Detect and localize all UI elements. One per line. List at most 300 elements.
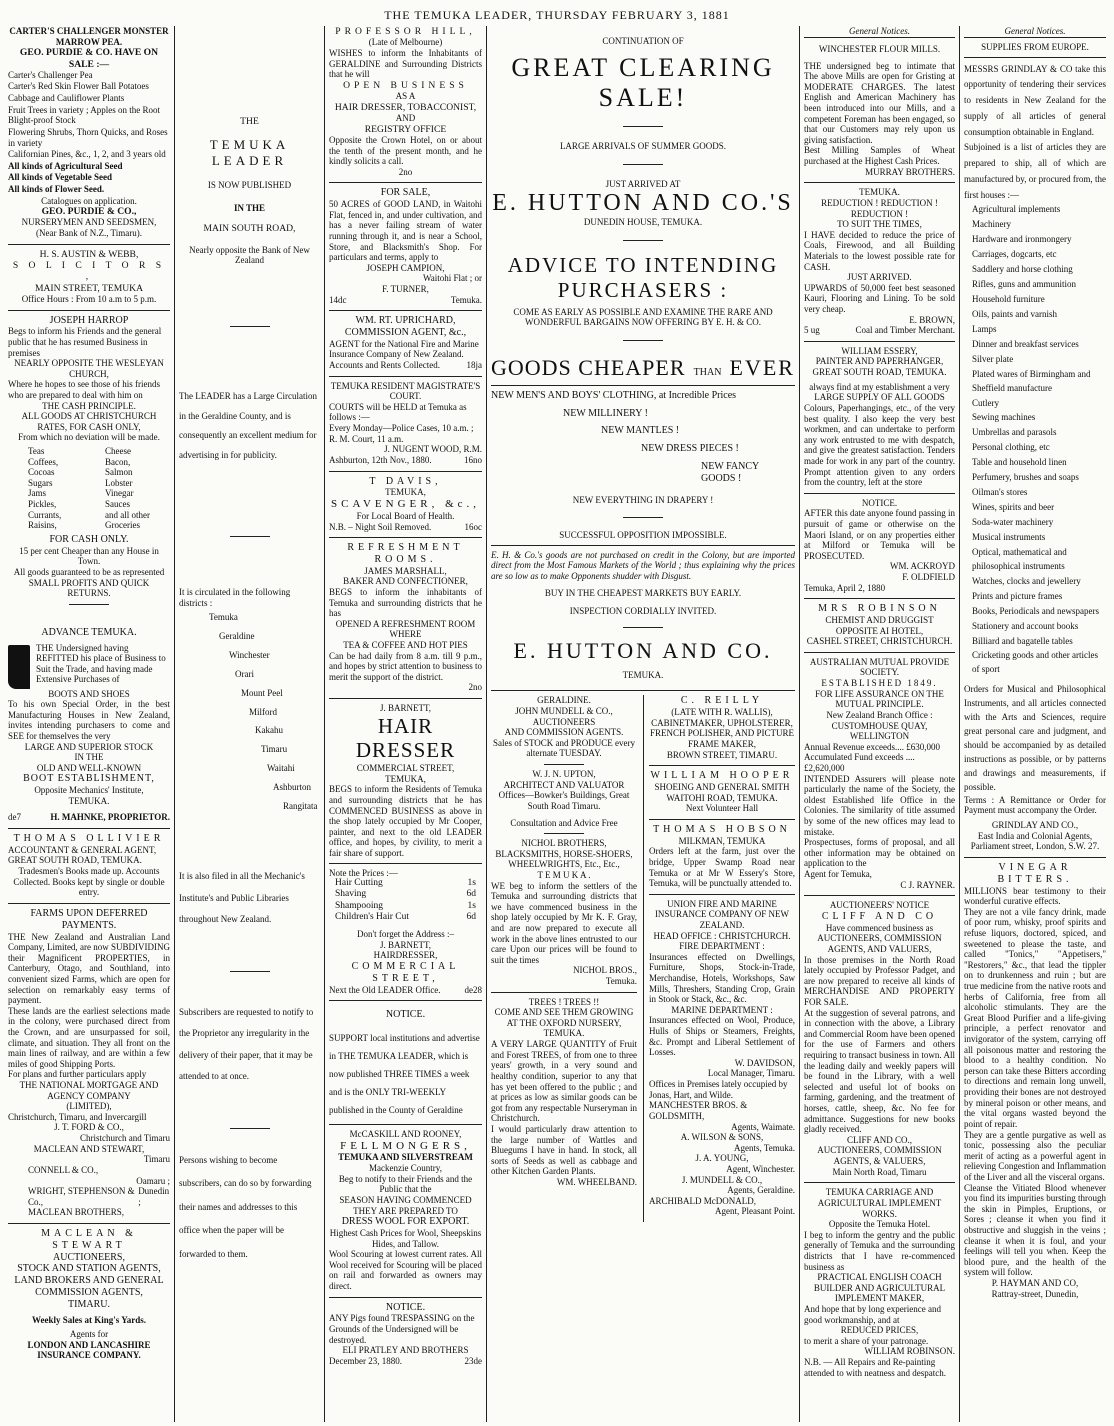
farms-maclean: MACLEAN AND STEWART, [33, 1143, 145, 1154]
hutton-buy: BUY IN THE CHEAPEST MARKETS BUY EARLY. [544, 587, 742, 598]
reilly-brown: BROWN STREET, TIMARU. [666, 749, 778, 760]
table-cell: Bacon, [105, 456, 131, 467]
barnett-temuka: TEMUKA, [385, 773, 426, 784]
list-item: Oilman's stores [972, 487, 1028, 498]
cliff-sub: AUCTIONEERS, COMMISSION AGENTS, & VALUERS, [817, 1145, 942, 1167]
carriage-merit: to merit a share of your patronage. [804, 1335, 929, 1346]
hutton-name-2: E. HUTTON AND CO. [513, 637, 773, 663]
list-item: Plated wares of Birmingham and Sheffield manufacture [972, 368, 1091, 393]
list-item: Carriages, dogcarts, etc [972, 249, 1057, 260]
davis-footer [329, 522, 482, 533]
fell-season: SEASON HAVING COMMENCED [339, 1194, 472, 1205]
leader-the: THE [240, 116, 259, 127]
list-item: Winchester [229, 649, 270, 660]
grindlay-terms: Terms : A Remittance or Order for Payment must accompany the Order. [964, 794, 1106, 816]
harrop-text: Begs to inform his Friends and the general public that he has resumed Business in premises [8, 326, 162, 358]
trees-title: TREES ! TREES !! [528, 996, 600, 1007]
farms-ltd: (LIMITED), [66, 1101, 112, 1112]
robinson-opp: OPPOSITE AI HOTEL, [835, 625, 924, 636]
nichol-ad [491, 838, 637, 987]
carriage-coach: PRACTICAL ENGLISH COACH BUILDER AND AGRICULTURAL IMPLEMENT MAKER, [813, 1272, 946, 1304]
amp-est: ESTABLISHED 1849. [821, 678, 938, 689]
hill-text: WISHES to inform the Inhabitants of GERALDINE and Surrounding Districts that he will [329, 47, 482, 80]
davis-code: 16oc [464, 521, 482, 532]
hooper-ad [649, 770, 795, 814]
carriage-title: TEMUKA CARRIAGE AND AGRICULTURAL IMPLEMENT WORKS. [817, 1187, 942, 1219]
union-young2: Agent, Winchester. [726, 1163, 795, 1174]
advance-inthe: IN THE [74, 752, 104, 763]
list-item: Orari [235, 668, 254, 679]
advance-temuka: TEMUKA. [68, 795, 110, 806]
harrop-title: JOSEPH HARROP [49, 314, 129, 326]
sale-temuka: Temuka. [450, 294, 482, 305]
vinegar-text2: They are not a vile fancy drink, made of poor rum, whisky, proof spirits and refuse liquors, doctored, spiced, and sweetened to please the taste, and called "Tonics," "Appetisers," "Restorers," &c., that lead the tippler on to drunkenness and ruin ; but are true medicine from the native roots and herbs of California, free from all alcoholic stimulants. They are the Great Blood Purifier and a life-giving principle, a perfect renovator and invigorator of the system, carrying off all poisonous matter and restoring the blood to a healthy condition. No person can take these Bitters according to directions and remain long unwell, providing their bones are not destroyed by mineral poison or other means, and the vital organs wasted beyond the point of repair. [964, 906, 1106, 1129]
court-ashburton: Ashburton, 12th Nov., 1880. [329, 454, 432, 465]
grindlay-title: SUPPLIES FROM EUROPE. [981, 42, 1089, 52]
list-item: NEW DRESS PIECES ! [641, 443, 739, 455]
carriage-reduced: REDUCED PRICES, [840, 1325, 919, 1336]
ref-opened: OPENED A REFRESHMENT ROOM [335, 618, 476, 629]
column-1 [4, 26, 175, 1422]
table-cell: Hair Cutting [335, 878, 383, 889]
winch-sig: MURRAY BROTHERS. [865, 166, 955, 177]
advance-signature: H. MAHNKE, PROPRIETOR. [50, 812, 170, 823]
leader-circulated: It is circulated in the following districts : [179, 586, 291, 608]
table-cell: Pickles, [28, 499, 57, 510]
reduction-ad [804, 187, 955, 336]
notice-sig2: F. OLDFIELD [902, 572, 955, 583]
list-item: Carter's Red Skin Flower Ball Potatoes [8, 81, 149, 92]
list-item: Saddlery and horse clothing [972, 264, 1073, 275]
hooper-next: Next Volunteer Hall [685, 803, 759, 814]
farms-oamaru: Oamaru ; [136, 1175, 170, 1186]
leader-subs-text: Subscribers are requested to notify to the Proprietor any irregularity in the delivery of their paper, that it may be attended to at once. [179, 1006, 314, 1082]
ref-where: WHERE [389, 629, 422, 640]
fell-text: Beg to notify to their Friends and the Public that the [338, 1173, 473, 1195]
purdie-signature-line: (Near Bank of N.Z., Timaru). [36, 228, 142, 239]
leader-filed-text: It is also filed in all the Mechanic's Institute's and Public Libraries throughout New Zealand. [179, 870, 305, 925]
ms-timaru: TIMARU. [68, 1298, 110, 1310]
pigs-footer [329, 1356, 482, 1367]
barnett-street: COMMERCIAL STREET, [356, 763, 455, 774]
reilly-ad [649, 695, 795, 760]
table-cell: Coffees, [28, 456, 59, 467]
ms-agents: Agents for [69, 1329, 109, 1340]
court-title: TEMUKA RESIDENT MAGISTRATE'S COURT. [330, 380, 481, 402]
list-item: Prints and picture frames [972, 590, 1063, 601]
table-cell: and all other [105, 509, 150, 520]
purdie-signature-line: NURSERYMEN AND SEEDSMEN, [21, 217, 157, 228]
upr-code: 18ja [466, 360, 482, 371]
list-item: Carter's Challenger Pea [8, 69, 93, 80]
hutton-continuation: CONTINUATION OF [602, 36, 684, 46]
union-marine-text: Insurances effected on Wool, Produce, Hulls of Ships or Steamers, Freights, &c. Prompt and Liberal Settlement of Losses. [649, 1015, 795, 1058]
ref-tea: TEA & COFFEE AND HOT PIES [343, 639, 468, 650]
barnett-name: J. BARNETT, [379, 703, 432, 714]
hutton-temuka: TEMUKA. [622, 669, 664, 680]
pigs-date: December 23, 1880. [329, 1355, 402, 1366]
union-manch: MANCHESTER BROS. & GOLDSMITH, [649, 1100, 748, 1121]
hutton-dunedin: DUNEDIN HOUSE, TEMUKA. [583, 217, 703, 228]
list-item: Dinner and breakfast services [972, 338, 1079, 349]
vinegar-text4: Cleanse the Vitiated Blood whenever you find its impurities bursting through the skin in Pimples, Eruptions, or Sores ; cleanse it when you find it obstructive and sluggish in the veins ; cleanse it when it is foul, and your feelings will tell you when. Keep the blood pure, and the health of the system will follow. [964, 1182, 1106, 1278]
court-every: Every Monday—Police Cases, 10 a.m. ; R. M. Court, 11 a.m. [329, 423, 474, 444]
table-row [329, 878, 482, 889]
essery-addr: GREAT SOUTH ROAD, TEMUKA. [812, 367, 947, 378]
amp-mutual: MUTUAL PRINCIPLE. [835, 699, 924, 710]
cliff-text: Have commenced business as AUCTIONEERS, COMMISSION AGENTS, AND VALUERS, [817, 922, 942, 954]
mundell-title: JOHN MUNDELL & CO., [515, 706, 613, 717]
fellmongers-ad [329, 1129, 482, 1292]
table-cell: Shaving [335, 889, 367, 900]
ollivier-sub: ACCOUNTANT & GENERAL AGENT, [8, 844, 157, 855]
davis-nb: N.B. – Night Soil Removed. [329, 521, 432, 532]
trees-text2: I would particularly draw attention to the large number of Wattles and Bluegums I have in hand. In stock, all sorts of Seeds as well as cabbage and other Kitchen Garden Plants. [491, 1123, 637, 1177]
union-wilson: A. WILSON & SONS, [680, 1132, 764, 1143]
column-5 [800, 26, 960, 1422]
mundell-sales: Sales of STOCK and PRODUCE every alternate TUESDAY. [492, 737, 636, 759]
harrop-cash: THE CASH PRINCIPLE. [42, 400, 136, 411]
list-item: NEW MEN'S AND BOYS' CLOTHING, at Incredible Prices [491, 389, 737, 401]
table-cell: 1s [467, 900, 476, 911]
hutton-cheaper: GOODS CHEAPER [491, 354, 686, 380]
mundell-auct: AUCTIONEERS [532, 716, 596, 727]
list-item: Ashburton [273, 782, 311, 793]
farms-text: These lands are the earliest selections made in the colony, were purchased direct from the Crown, and are unsurpassed for soil, climate, and situation. They all front on the main lines of railway, and are within a few miles of good Shipping Ports. [8, 1005, 170, 1069]
court-text: COURTS will be HELD at Temuka as follows :— [329, 401, 467, 423]
red-just: JUST ARRIVED. [847, 272, 912, 283]
pigs-code: 23de [464, 1355, 482, 1366]
upr-accounts: Accounts and Rents Collected. [329, 360, 440, 371]
trees-text: A VERY LARGE QUANTITY of Fruit and Forest TREES, of from one to three years' growth, in a very sound and healthy condition, superior to any that has yet been offered to the public ; and at prices as low as similar goods can be got from any respectable Nurseryman in Christchurch. [491, 1039, 637, 1124]
notice-title: NOTICE. [861, 497, 898, 508]
list-item: Cabbage and Cauliflower Plants [8, 93, 125, 104]
hobson-milk: MILKMAN, TEMUKA [678, 835, 766, 846]
cliff-sig: CLIFF AND CO., [846, 1134, 912, 1145]
harrop-goods-table [8, 443, 170, 534]
advance-large: LARGE AND SUPERIOR STOCK [24, 741, 154, 752]
hutton-just: JUST ARRIVED AT [605, 178, 681, 189]
cliff-auct: AUCTIONEERS' NOTICE [829, 900, 930, 911]
essery-title: WILLIAM ESSERY, [841, 345, 918, 356]
essery-always: always find at my establishment a very [809, 381, 950, 392]
red-code: 5 ug [804, 325, 820, 336]
column-2 [175, 26, 325, 1422]
list-item: NEW MILLINERY ! [563, 407, 648, 419]
pigs-signature: ELI PRATLEY AND BROTHERS [342, 1345, 469, 1356]
notice-text: SUPPORT local institutions and advertise in THE TEMUKA LEADER, which is now published THREE TIMES a week and is the ONLY TRI-WEEKLY published in the County of Geraldine [329, 1032, 480, 1115]
leader-title: TEMUKA LEADER [209, 137, 290, 168]
red-footer [804, 325, 955, 336]
essery-large: LARGE SUPPLY OF ALL GOODS [814, 392, 945, 403]
red-title: REDUCTION ! REDUCTION ! REDUCTION ! [821, 197, 938, 219]
carter-title: CARTER'S CHALLENGER MONSTER MARROW PEA. [9, 26, 169, 47]
hobson-orders: Orders left at the farm, just over the bridge, Upper Swamp Road near Temuka or at Mr W Essery's Store, Temuka, will be punctually attended to. [649, 846, 795, 889]
list-item: Geraldine [219, 631, 255, 642]
sale-text: 50 ACRES of GOOD LAND, in Waitohi Flat, fenced in, and under cultivation, and has a never failing stream of water running through it, and is near a School, Store, and Blacksmith's Shop. For particulars and terms, apply to [329, 199, 482, 263]
ms-stock: STOCK AND STATION AGENTS, [17, 1263, 161, 1275]
reilly-frame: FRAME MAKER, [687, 739, 756, 750]
carriage-text2: And hope that by long experience and good workmanship, and at [804, 1304, 941, 1325]
hutton-opposition: SUCCESSFUL OPPOSITION IMPOSSIBLE. [559, 530, 727, 541]
list-item: Machinery [972, 219, 1011, 230]
hill-and: AND [395, 112, 416, 123]
amp-text2: Prospectuses, forms of proposal, and all other information may be obtained on application to the [804, 837, 955, 869]
nichol-sig: NICHOL BROS., [573, 965, 637, 976]
winch-title: WINCHESTER FLOUR MILLS. [818, 44, 941, 54]
advance-text2: To his own Special Order, in the best Manufacturing Houses in New Zealand, invites intending purchasers to come and SEE for themselves the very [8, 699, 170, 741]
table-cell: Currants, [28, 509, 62, 520]
notice-date: Temuka, April 2, 1880 [804, 582, 886, 593]
carriage-text: I beg to inform the gentry and the public generally of Temuka and the surrounding districts that I have re-commenced business as [804, 1229, 955, 1272]
table-cell: Cheese [105, 446, 132, 457]
grindlay-text: MESSRS GRINDLAY & CO take this opportunity of tendering their services to residents in New Zealand for the supply of all articles of general consumption obtainable in England. [964, 63, 1106, 137]
table-row [329, 912, 482, 923]
support-notice [329, 1009, 482, 1119]
court-signature: J. NUGENT WOOD, R.M. [384, 444, 482, 455]
table-cell: Shampooing [335, 900, 384, 911]
list-item: Timaru [261, 744, 288, 755]
list-item: Hardware and ironmongery [972, 234, 1072, 245]
amp-text: INTENDED Assurers will please note particularly the name of the Society, the oldest Established life Office in the Colonies. The similarity of title assumed by some of the new offices may lead to mistake. [804, 773, 955, 837]
leader-road: MAIN SOUTH ROAD, [203, 223, 296, 235]
upton-title: W. J. N. UPTON, [532, 769, 596, 780]
farms-title: FARMS UPON DEFERRED PAYMENTS. [30, 907, 148, 931]
ms-land: LAND BROKERS AND GENERAL [14, 1275, 164, 1287]
list-item: Umbrellas and parasols [972, 427, 1057, 438]
carriage-sig: WILLIAM ROBINSON. [864, 1346, 955, 1357]
table-row [329, 889, 482, 900]
barnett-code: de28 [464, 984, 482, 995]
union-marine: MARINE DEPARTMENT : [671, 1004, 773, 1015]
nichol-black: BLACKSMITHS, HORSE-SHOERS, WHEELWRIGHTS, Etc., Etc., [495, 848, 633, 870]
list-item: Lamps [972, 323, 997, 334]
list-item: Kakahu [255, 725, 283, 736]
hill-code: 2no [398, 166, 413, 177]
ms-weekly: Weekly Sales at King's Yards. [32, 1314, 146, 1325]
hobson-ad [649, 824, 795, 889]
column-4 [487, 26, 800, 1422]
robinson-street: CASHEL STREET, CHRISTCHURCH. [806, 636, 953, 647]
list-item: Flowering Shrubs, Thorn Quicks, and Roses in variety [8, 126, 168, 148]
fell-sub: FELLMONGERS, [340, 1139, 471, 1152]
sale-title: FOR SALE, [380, 187, 431, 199]
list-item: Temuka [209, 612, 238, 623]
upr-footer [329, 360, 482, 371]
nichol-text: WE beg to inform the settlers of the Temuka and surrounding districts that we have commenced business in the shop lately occupied by Mr K. F. Gray, and are now prepared to execute all work in the above lines entrusted to our care Upon our prices will be found to suit the times [491, 880, 637, 965]
vinegar-ad [964, 862, 1106, 1299]
ms-auctioneers: AUCTIONEERS, [53, 1251, 125, 1263]
carriage-nb: N.B. — All Repairs and Re-painting attended to with neatness and despatch. [804, 1357, 946, 1378]
list-item: All kinds of Vegetable Seed [8, 172, 113, 183]
vinegar-text3: They are a gentle purgative as well as tonic, possessing also the peculiar merit of acting as a powerful agent in relieving Congestion and Inflammation of the Liver and all the visceral organs. [964, 1129, 1106, 1182]
hill-registry: REGISTRY OFFICE [364, 123, 447, 135]
list-item: Rifles, guns and ammunition [972, 279, 1076, 290]
hutton-ad [491, 36, 795, 680]
farms-wright: WRIGHT, STEPHENSON & Co., [28, 1186, 135, 1207]
harrop-opposite: NEARLY OPPOSITE THE WESLEYAN CHURCH, [14, 358, 164, 379]
list-item: All kinds of Flower Seed. [8, 183, 105, 194]
amp-agent: Agent for Temuka, [804, 869, 872, 880]
list-item: Oils, paints and varnish [972, 308, 1057, 319]
grindlay-sig: GRINDLAY AND CO., [991, 820, 1079, 831]
hutton-new-goods [491, 390, 795, 485]
purdie-items [8, 70, 170, 195]
list-item: Sewing machines [972, 412, 1036, 423]
table-cell: Sugars [28, 477, 53, 488]
nichol-temuka: T E M U K A . [537, 869, 591, 880]
hobson-title: THOMAS HOBSON [653, 823, 791, 835]
ref-code: 2no [468, 682, 482, 693]
vinegar-sig: P. HAYMAN AND CO, [991, 1278, 1079, 1289]
notice-text: AFTER this date anyone found passing in pursuit of game or otherwise on the Maori Island, or on any properties either at Milford or Temuka will be PROSECUTED. [804, 508, 955, 561]
column-4-subcolumns [491, 695, 795, 1222]
court-footer [329, 455, 482, 466]
harrop-cheaper: 15 per cent Cheaper than any House in Town. [19, 545, 159, 567]
leader-filed [179, 866, 320, 931]
hutton-advice: ADVICE TO INTENDING [507, 253, 779, 278]
barnett-footer [329, 985, 482, 996]
union-mcdonald2: Agent, Pleasant Point. [715, 1206, 795, 1217]
grindlay-items [964, 203, 1106, 677]
game-notice [804, 498, 955, 593]
fell-text3: Wool Scouring at lowest current rates. All Wool received for Scouring will be placed on rail and forwarded as owners may direct. [329, 1249, 482, 1291]
farms-places: Christchurch, Timaru, and Invercargill [8, 1111, 147, 1122]
table-cell: Cocoas [28, 467, 55, 478]
upton-offices: Offices—Bowker's Buildings, Great South Road Timaru. [498, 790, 630, 811]
cliff-text2: In those premises in the North Road lately occupied by Professor Padget, and are now prepared to receive all kinds of MERCHANDISE AND PROPERTY FOR SALE. [804, 954, 955, 1007]
austin-street: MAIN STREET, TEMUKA [34, 282, 144, 294]
pigs-text: ANY Pigs found TRESPASSING on the Grounds of the Undersigned will be destroyed. [329, 1313, 475, 1345]
barnett-price-list [329, 878, 482, 923]
leader-inthe: IN THE [233, 202, 266, 213]
list-item: Rangitata [283, 801, 318, 812]
hutton-name: E. HUTTON AND CO.'S [492, 190, 794, 217]
column-3 [325, 26, 487, 1422]
list-item: Watches, clocks and jewellery [972, 575, 1081, 586]
carriage-opp: Opposite the Temuka Hotel. [828, 1219, 931, 1230]
reilly-cab: CABINETMAKER, UPHOLSTERER, [651, 717, 793, 728]
upton-ad [491, 769, 637, 828]
table-cell: 1s [467, 878, 476, 889]
list-item: Personal clothing, etc [972, 442, 1050, 453]
table-cell: 6d [466, 889, 476, 900]
sale-footer [329, 295, 482, 306]
leader-persons-text: Persons wishing to become subscribers, can do so by forwarding their names and addresses to this office when the paper will be forwarded to them. [179, 1155, 312, 1259]
ms-commission: COMMISSION AGENTS, [35, 1286, 143, 1298]
austin-hours: Office Hours : From 10 a.m to 5 p.m. [21, 293, 157, 304]
list-item: Waitahi [267, 763, 295, 774]
fell-dress: DRESS WOOL FOR EXPORT. [341, 1216, 470, 1228]
cliff-text3: At the suggestion of several patrons, and in connection with the above, a Library and Commercial Room have been opened for the use of Farmers and others requiring to transact business in town. All the leading daily and weekly papers will be found in the Library, with a well selected and useful lot of books on farming, gardening, and the treatment of horses, cattle, sheep, &c. No fee for admittance. Suggestions for new books gladly received. [804, 1007, 955, 1135]
table-cell: Salmon [105, 467, 133, 478]
winch-text: THE undersigned beg to intimate that The above Mills are open for Gristing at MODERATE CHARGES. The latest English and American Machinery has been introduced into our Mills, and a competent Foreman has been engaged, so that our Customers may rely upon us giving satisfaction. [804, 60, 955, 145]
farms-dunedin: Dunedin ; [138, 1186, 170, 1207]
ollivier-address: GREAT SOUTH ROAD, TEMUKA. [8, 855, 142, 866]
pigs-notice [329, 1302, 482, 1367]
union-mcdonald: ARCHIBALD McDONALD, [649, 1195, 756, 1206]
harrop-small-profits: SMALL PROFITS AND QUICK RETURNS. [28, 577, 150, 599]
leader-published: IS NOW PUBLISHED [207, 179, 292, 190]
union-ad [649, 899, 795, 1217]
ollivier-ad [8, 833, 170, 898]
list-item: All kinds of Agricultural Seed [8, 160, 123, 171]
hill-sub: (Late of Melbourne) [368, 37, 443, 48]
table-cell: Lobster [105, 477, 133, 488]
davis-ad [329, 476, 482, 533]
uprichard-ad [329, 315, 482, 370]
upr-sub: COMMISSION AGENT, &c., [344, 327, 467, 339]
list-item: Billiard and bagatelle tables [972, 635, 1073, 646]
list-item: Soda-water machinery [972, 517, 1054, 528]
mundell-ad [491, 695, 637, 759]
ollivier-text: Tradesmen's Books made up. Accounts Collected. Books kept by single or double entry. [13, 866, 165, 898]
sale-campion: JOSEPH CAMPION, [366, 262, 445, 273]
barnett-ad [329, 703, 482, 995]
davis-temuka: TEMUKA, [385, 487, 426, 498]
advance-signature-row [8, 812, 170, 823]
union-davidson: W. DAVIDSON, [734, 1057, 795, 1068]
pigs-title: NOTICE. [385, 1301, 426, 1313]
trees-come: COME AND SEE THEM GROWING AT THE OXFORD NURSERY, TEMUKA. [494, 1007, 634, 1039]
amp-life: FOR LIFE ASSURANCE ON THE [815, 688, 944, 699]
leader-ad [179, 116, 320, 266]
davis-for: For Local Board of Health. [356, 510, 455, 521]
hutton-great: GREAT CLEARING SALE! [511, 52, 775, 113]
barnett-hd: HAIRDRESSER, [373, 950, 438, 961]
refreshment-ad [329, 542, 482, 693]
barnett-text: BEGS to inform the Residents of Temuka and surrounding districts that he has COMMENCED BUSINESS as above in the shop lately occupied by Mr Cooper, painter, and next to the old LEADER office, and hopes, by civility, to merit a fair share of support. [329, 784, 482, 859]
list-item: NEW MANTLES ! [601, 425, 680, 437]
barnett-next: Next the Old LEADER Office. [329, 984, 441, 995]
hutton-arrivals: LARGE ARRIVALS OF SUMMER GOODS. [559, 140, 727, 151]
union-fire: FIRE DEPARTMENT : [679, 941, 765, 952]
trees-sig: WM. WHEELBAND. [556, 1177, 637, 1187]
essery-sub: PAINTER AND PAPERHANGER, [815, 356, 944, 367]
union-mundell: J. MUNDELL & CO., [681, 1174, 763, 1185]
robinson-ad [804, 603, 955, 647]
austin-ad [8, 249, 170, 305]
grindlay-sig2: East India and Colonial Agents, [977, 830, 1093, 841]
advance-text-body: THE Undersigned having REFITTED his place of Business to Suit the Trade, and having made Extensive Purchases of [36, 642, 166, 685]
list-item: Musical instruments [972, 531, 1046, 542]
grindlay-ad [964, 42, 1106, 852]
ref-name: JAMES MARSHALL, [364, 565, 447, 576]
nichol-temuka2: Temuka. [605, 976, 637, 987]
ref-title: REFRESHMENT ROOMS. [347, 542, 464, 565]
list-item: Table and household linen [972, 457, 1067, 468]
farms-ford-places: Christchurch and Timaru [80, 1133, 170, 1144]
essery-text: Colours, Paperhangings, etc., of the very best quality. I also keep the very best workmen, and can undertake to perform any work entrusted to me with despatch, and give the greatest satisfaction. Tenders made for work in any part of the country. Prompt attention given to any orders from the country, left at the store [804, 402, 955, 488]
hutton-ever: EVER [729, 354, 795, 380]
purdie-head: GEO. PURDIE & CO. HAVE ON SALE :— [19, 47, 159, 70]
farms-connell: CONNELL & CO., [28, 1164, 99, 1175]
list-item: Household furniture [972, 293, 1045, 304]
cliff-ad [804, 900, 955, 1177]
robinson-sub: CHEMIST AND DRUGGIST [825, 615, 934, 626]
table-cell: Sauces [105, 499, 131, 510]
advance-old: OLD AND WELL-KNOWN [36, 762, 142, 773]
reilly-title: C. REILLY [680, 695, 764, 707]
table-cell: Vinegar [105, 488, 134, 499]
farms-text: THE New Zealand and Australian Land Company, Limited, are now SUBDIVIDING their Magnificent PROPERTIES, in Canterbury, Otago, and Southland, into convenient sized Farms, which are open for selection on remarkably easy terms of payment. [8, 931, 170, 1006]
farms-timaru: Timaru [143, 1154, 170, 1165]
union-offices: Offices in Premises lately occupied by Jonas, Hart, and Wilde. [649, 1079, 788, 1100]
ms-london: LONDON AND LANCASHIRE INSURANCE COMPANY. [27, 1339, 151, 1361]
advance-text [8, 643, 170, 685]
amp-title: AUSTRALIAN MUTUAL PROVIDE SOCIETY. [809, 656, 950, 678]
reilly-french: FRENCH POLISHER, AND PICTURE [649, 728, 795, 739]
